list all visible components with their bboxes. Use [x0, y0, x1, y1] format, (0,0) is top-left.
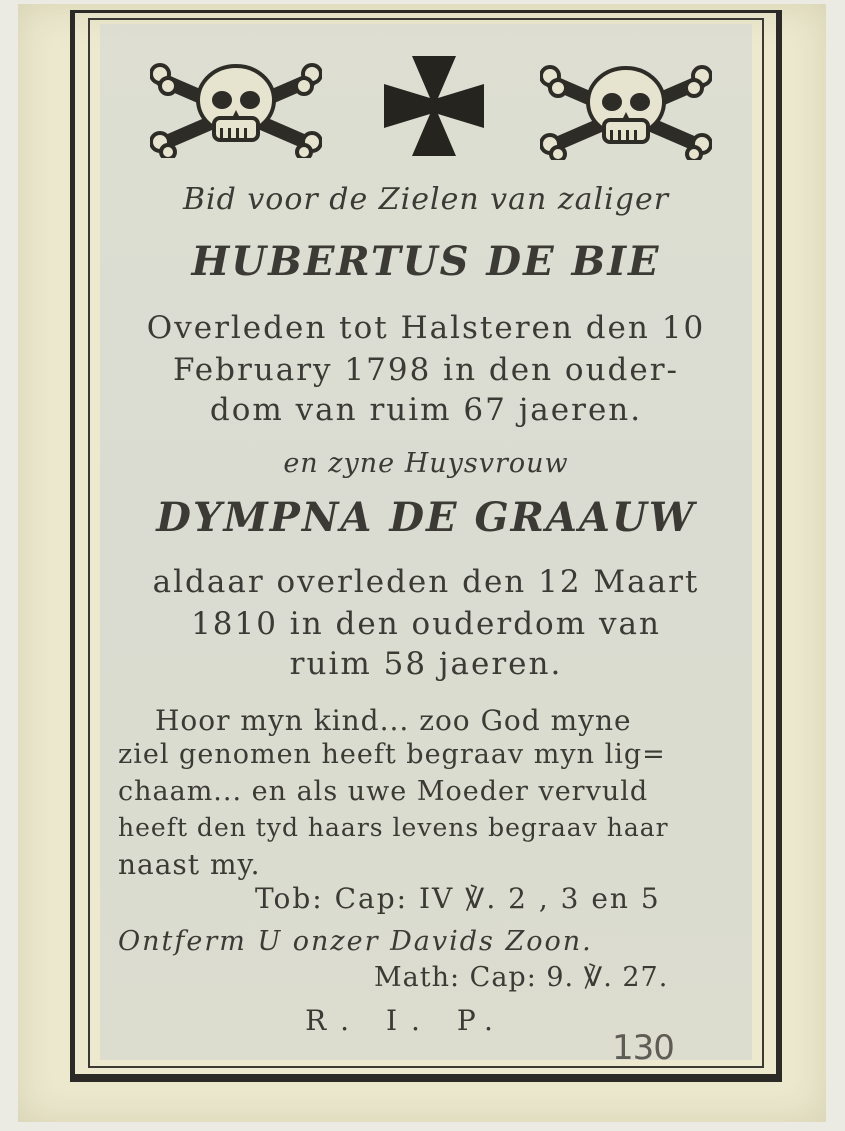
wife-death-line: 1810 in den ouderdom van [191, 606, 661, 642]
prayer-line: Ontferm U onzer Davids Zoon. [118, 926, 593, 957]
verse-line: Hoor myn kind... zoo God myne [155, 704, 632, 737]
husband-death-line: February 1798 in den ouder- [172, 352, 680, 388]
husband-death-line: Overleden tot Halsteren den 10 [146, 310, 706, 346]
verse-line: naast my. [118, 848, 261, 881]
card-text [100, 0, 752, 1131]
wife-intro: en zyne Huysvrouw [283, 448, 569, 479]
verse-line: heeft den tyd haars levens begraav haar [118, 813, 669, 842]
wife-death-line: ruim 58 jaeren. [289, 646, 563, 682]
archive-number: 130 [612, 1028, 674, 1068]
prayer-intro: Bid voor de Zielen van zaliger [182, 182, 670, 217]
husband-death-line: dom van ruim 67 jaeren. [209, 392, 643, 428]
prayer-citation: Math: Cap: 9. ℣. 27. [374, 962, 669, 993]
verse-line: ziel genomen heeft begraav myn lig= [118, 739, 666, 770]
verse-citation: Tob: Cap: IV ℣. 2 , 3 en 5 [255, 882, 661, 915]
husband-name: HUBERTUS DE BIE [191, 238, 661, 285]
verse-line: chaam... en als uwe Moeder vervuld [118, 776, 649, 807]
wife-death-line: aldaar overleden den 12 Maart [152, 564, 700, 600]
rip-closing: R. I. P. [305, 1004, 507, 1037]
wife-name: DYMPNA DE GRAAUW [156, 494, 696, 541]
